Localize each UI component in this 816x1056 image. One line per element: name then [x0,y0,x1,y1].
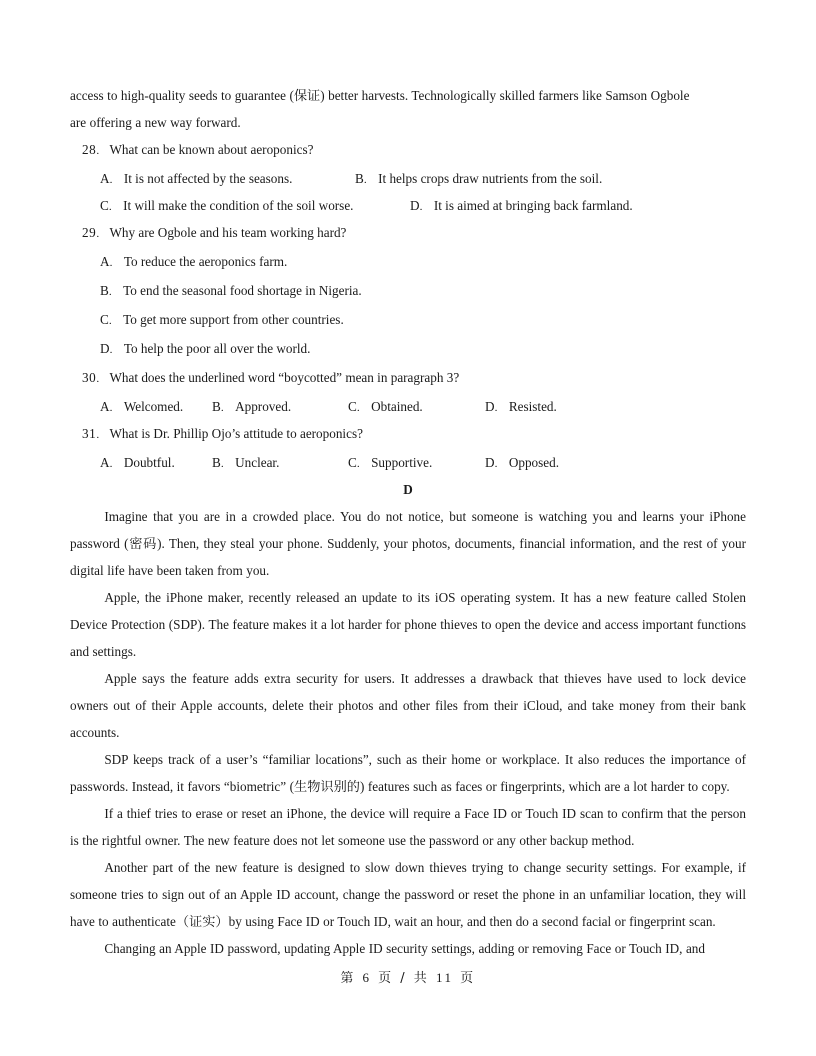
passage-d-paragraph-3: Apple says the feature adds extra security for users. It addresses a drawback that thieves have used to lock device owners out of their Apple accounts, delete their photos and other files from their iCloud, and take money from their bank accounts. [70,671,746,740]
question-28-number: 28 [82,142,97,157]
page-content [70,82,746,962]
footer-middle: 页 / [378,971,408,986]
question-31-option-a[interactable]: A． Doubtful. [100,455,175,470]
passage-c-tail-line1: access to high-quality seeds to guarantee (保证) better harvests. Technologically skilled farmers like Samson Ogbole [70,88,690,103]
question-30-option-b[interactable]: B． Approved. [212,399,292,414]
question-29-stem [70,219,746,248]
question-30-option-c[interactable]: C． Obtained. [348,399,423,414]
passage-d-paragraph-6: Another part of the new feature is designed to slow down thieves trying to change security settings. For example, if someone tries to sign out of an Apple ID account, change the password or reset the phone in an unfamiliar location, they will have to authenticate（证实）by using Face ID or Touch ID, wait an hour, and then do a second facial or fingerprint scan. [70,860,746,929]
question-31-option-c[interactable]: C． Supportive. [348,455,433,470]
question-31-dot: ． [96,430,107,441]
footer-total-pages: 11 [435,970,454,985]
question-29-dot: ． [96,229,107,240]
page-footer [0,968,816,989]
question-30-dot: ． [96,374,107,385]
passage-c-tail-line2: are offering a new way forward. [70,115,241,130]
passage-d-paragraph-1: Imagine that you are in a crowded place. You do not notice, but someone is watching you and learns your iPhone password (密码). Then, they steal your phone. Suddenly, your photos, documents, financial information, and the rest of your digital life have been taken from you. [70,509,746,578]
footer-total-label: 共 [413,971,430,986]
passage-d-paragraph-4: SDP keeps track of a user’s “familiar locations”, such as their home or workplace. It also reduces the importance of passwords. Instead, it favors “biometric” (生物识别的) features such as faces or fingerprints, which are a lot harder to copy. [70,752,746,794]
question-29-option-a[interactable]: A． To reduce the aeroponics farm. [100,254,288,269]
question-30-option-a[interactable]: A． Welcomed. [100,399,184,414]
question-30-stem [70,364,746,393]
question-28-text: What can be known about aeroponics? [109,142,314,157]
passage-d-paragraph-7: Changing an Apple ID password, updating Apple ID security settings, adding or removing Face or Touch ID, and [104,941,705,956]
question-29-option-d[interactable]: D． To help the poor all over the world. [100,341,311,356]
question-31-text: What is Dr. Phillip Ojo’s attitude to aeroponics? [109,426,363,441]
passage-d-letter: D [403,482,413,497]
footer-suffix: 页 [460,971,476,986]
question-28-option-a[interactable]: A． It is not affected by the seasons. [100,171,293,186]
question-28-dot: ． [96,146,107,157]
footer-prefix: 第 [340,971,356,986]
question-29-option-b[interactable]: B． To end the seasonal food shortage in Nigeria. [100,283,362,298]
question-29-text: Why are Ogbole and his team working hard? [109,225,347,240]
question-28-stem [70,136,746,165]
question-28-option-b[interactable]: B． It helps crops draw nutrients from the soil. [355,171,603,186]
passage-d-paragraph-2: Apple, the iPhone maker, recently released an update to its iOS operating system. It has a new feature called Stolen Device Protection (SDP). The feature makes it a lot harder for phone thieves to open the device and access important functions and settings. [70,590,746,659]
question-30-text: What does the underlined word “boycotted” mean in paragraph 3? [109,370,460,385]
question-28-option-d[interactable]: D． It is aimed at bringing back farmland. [410,198,633,213]
question-31-number: 31 [82,426,97,441]
question-31-options-row [70,449,746,476]
question-30-number: 30 [82,370,97,385]
question-30-options-row [70,393,746,420]
passage-d-paragraph-5: If a thief tries to erase or reset an iPhone, the device will require a Face ID or Touch ID scan to confirm that the person is the rightful owner. The new feature does not let someone use the password or any other backup method. [70,806,746,848]
footer-page-number: 6 [362,970,372,985]
question-30-option-d[interactable]: D． Resisted. [485,399,557,414]
question-31-stem [70,420,746,449]
question-29-number: 29 [82,225,97,240]
question-28-option-c[interactable]: C． It will make the condition of the soil worse. [100,198,354,213]
question-29-option-c[interactable]: C． To get more support from other countries. [100,312,344,327]
question-28-options-row-2 [70,192,746,219]
question-28-options-row-1 [70,165,746,192]
question-31-option-b[interactable]: B． Unclear. [212,455,280,470]
question-31-option-d[interactable]: D． Opposed. [485,455,560,470]
